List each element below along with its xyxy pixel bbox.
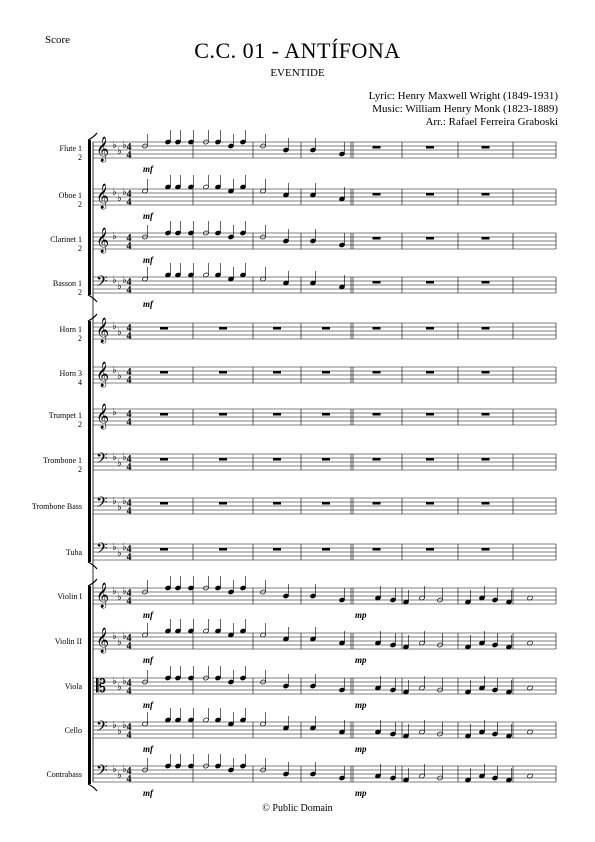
flat-icon: ♭ xyxy=(112,365,117,376)
flat-icon: ♭ xyxy=(117,637,122,648)
time-signature-numerator: 4 xyxy=(126,633,132,644)
staff-basson-1 xyxy=(93,263,556,309)
whole-rest-icon xyxy=(426,548,434,551)
flat-icon: ♭ xyxy=(117,371,122,382)
whole-rest-icon xyxy=(426,237,434,240)
whole-rest-icon xyxy=(482,548,490,551)
time-signature-numerator: 4 xyxy=(126,277,132,288)
dynamic-mf: mf xyxy=(143,788,153,798)
dynamic-mf: mf xyxy=(143,211,153,221)
whole-rest-icon xyxy=(482,281,490,284)
strings-bracket xyxy=(88,586,91,784)
treble-clef-icon: 𝄞 xyxy=(96,582,110,607)
whole-rest-icon xyxy=(482,413,490,416)
lyricist-credit: Lyric: Henry Maxwell Wright (1849-1931) xyxy=(368,90,558,102)
flat-icon: ♭ xyxy=(112,187,117,198)
whole-rest-icon xyxy=(373,193,381,196)
dynamic-mf: mf xyxy=(143,700,153,710)
staff-oboe-1 xyxy=(93,175,556,221)
time-signature-denominator: 4 xyxy=(126,506,132,517)
staff-trombone-1 xyxy=(93,450,556,473)
flat-icon: ♭ xyxy=(122,140,127,151)
whole-rest-icon xyxy=(482,371,490,374)
time-signature-denominator: 4 xyxy=(126,417,132,428)
time-signature-numerator: 4 xyxy=(126,367,132,378)
score-label: Score xyxy=(45,34,71,46)
flat-icon: ♭ xyxy=(117,682,122,693)
whole-rest-icon xyxy=(482,237,490,240)
flat-icon: ♭ xyxy=(117,502,122,513)
flat-icon: ♭ xyxy=(112,231,117,242)
instrument-name: Oboe 1 xyxy=(58,191,82,200)
staff-contrabass xyxy=(93,754,556,798)
time-signature-numerator: 4 xyxy=(126,544,132,555)
whole-rest-icon xyxy=(160,413,168,416)
bass-clef-icon: 𝄢 xyxy=(96,540,108,560)
flat-icon: ♭ xyxy=(117,281,122,292)
whole-rest-icon xyxy=(426,327,434,330)
flat-icon: ♭ xyxy=(122,720,127,731)
flat-icon: ♭ xyxy=(122,542,127,553)
instrument-name: Cello xyxy=(64,726,82,735)
whole-rest-icon xyxy=(160,327,168,330)
dynamic-mp: mp xyxy=(355,700,367,710)
whole-rest-icon xyxy=(273,458,281,461)
flat-icon: ♭ xyxy=(112,542,117,553)
brass-bracket xyxy=(88,321,91,562)
whole-rest-icon xyxy=(322,548,330,551)
instrument-name: Trombone Bass xyxy=(31,502,82,511)
instrument-name: Contrabass xyxy=(46,770,82,779)
flat-icon: ♭ xyxy=(117,548,122,559)
flat-icon: ♭ xyxy=(122,496,127,507)
staff-trumpet-1 xyxy=(93,403,556,429)
dynamic-mp: mp xyxy=(355,610,367,620)
instrument-name: Tuba xyxy=(65,548,82,557)
whole-rest-icon xyxy=(219,548,227,551)
dynamic-mp: mp xyxy=(355,788,367,798)
flat-icon: ♭ xyxy=(122,452,127,463)
time-signature-numerator: 4 xyxy=(126,588,132,599)
whole-rest-icon xyxy=(426,413,434,416)
time-signature-denominator: 4 xyxy=(126,285,132,296)
time-signature-denominator: 4 xyxy=(126,552,132,563)
whole-rest-icon xyxy=(160,458,168,461)
bass-clef-icon: 𝄢 xyxy=(96,450,108,470)
staff-clarinet-1 xyxy=(93,221,556,265)
flat-icon: ♭ xyxy=(122,275,127,286)
time-signature-numerator: 4 xyxy=(126,678,132,689)
instrument-name: Viola xyxy=(64,682,82,691)
time-signature-denominator: 4 xyxy=(126,686,132,697)
whole-rest-icon xyxy=(373,281,381,284)
instrument-part-number: 2 xyxy=(78,334,82,343)
whole-rest-icon xyxy=(482,458,490,461)
instrument-part-number: 2 xyxy=(78,153,82,162)
treble-clef-icon: 𝄞 xyxy=(96,627,110,652)
staff-tuba xyxy=(93,540,556,563)
whole-rest-icon xyxy=(426,193,434,196)
dynamic-mf: mf xyxy=(143,655,153,665)
whole-rest-icon xyxy=(426,502,434,505)
whole-rest-icon xyxy=(482,146,490,149)
copyright-footer: © Public Domain xyxy=(262,803,333,814)
dynamic-mf: mf xyxy=(143,255,153,265)
whole-rest-icon xyxy=(219,371,227,374)
instrument-part-number: 2 xyxy=(78,288,82,297)
whole-rest-icon xyxy=(482,193,490,196)
bass-clef-icon: 𝄢 xyxy=(96,762,108,782)
time-signature-denominator: 4 xyxy=(126,641,132,652)
instrument-part-number: 2 xyxy=(78,465,82,474)
whole-rest-icon xyxy=(322,502,330,505)
flat-icon: ♭ xyxy=(112,496,117,507)
time-signature-numerator: 4 xyxy=(126,142,132,153)
staff-flute-1 xyxy=(93,130,556,174)
treble-clef-icon: 𝄞 xyxy=(96,361,110,386)
whole-rest-icon xyxy=(322,327,330,330)
time-signature-numerator: 4 xyxy=(126,766,132,777)
time-signature-numerator: 4 xyxy=(126,409,132,420)
arranger-credit: Arr.: Rafael Ferreira Graboski xyxy=(425,116,558,128)
whole-rest-icon xyxy=(426,281,434,284)
instrument-name: Violin II xyxy=(54,637,82,646)
instrument-part-number: 2 xyxy=(78,200,82,209)
score-subtitle: EVENTIDE xyxy=(270,67,325,79)
time-signature-denominator: 4 xyxy=(126,331,132,342)
dynamic-mp: mp xyxy=(355,744,367,754)
instrument-part-number: 2 xyxy=(78,420,82,429)
staff-cello xyxy=(93,708,556,754)
whole-rest-icon xyxy=(373,146,381,149)
time-signature-denominator: 4 xyxy=(126,241,132,252)
whole-rest-icon xyxy=(373,458,381,461)
instrument-name: Horn 3 xyxy=(59,369,82,378)
treble-clef-icon: 𝄞 xyxy=(96,227,110,252)
whole-rest-icon xyxy=(426,371,434,374)
time-signature-denominator: 4 xyxy=(126,596,132,607)
whole-rest-icon xyxy=(160,502,168,505)
flat-icon: ♭ xyxy=(117,458,122,469)
flat-icon: ♭ xyxy=(112,321,117,332)
flat-icon: ♭ xyxy=(122,187,127,198)
bass-clef-icon: 𝄢 xyxy=(96,273,108,293)
flat-icon: ♭ xyxy=(122,631,127,642)
whole-rest-icon xyxy=(219,413,227,416)
composer-credit: Music: William Henry Monk (1823-1889) xyxy=(372,103,558,115)
flat-icon: ♭ xyxy=(112,631,117,642)
whole-rest-icon xyxy=(373,502,381,505)
flat-icon: ♭ xyxy=(112,676,117,687)
time-signature-denominator: 4 xyxy=(126,730,132,741)
flat-icon: ♭ xyxy=(112,275,117,286)
staff-horn-3 xyxy=(93,361,556,387)
treble-clef-icon: 𝄞 xyxy=(96,136,110,161)
staff-violin-i xyxy=(93,576,556,620)
flat-icon: ♭ xyxy=(117,146,122,157)
instrument-name: Clarinet 1 xyxy=(50,235,82,244)
whole-rest-icon xyxy=(373,237,381,240)
flat-icon: ♭ xyxy=(122,586,127,597)
flat-icon: ♭ xyxy=(117,592,122,603)
dynamic-mf: mf xyxy=(143,744,153,754)
flat-icon: ♭ xyxy=(117,193,122,204)
flat-icon: ♭ xyxy=(122,764,127,775)
whole-rest-icon xyxy=(219,458,227,461)
treble-clef-icon: 𝄞 xyxy=(96,183,110,208)
whole-rest-icon xyxy=(273,502,281,505)
whole-rest-icon xyxy=(373,371,381,374)
dynamic-mp: mp xyxy=(355,655,367,665)
instrument-name: Basson 1 xyxy=(52,279,82,288)
bracket-hook xyxy=(88,562,97,569)
flat-icon: ♭ xyxy=(112,720,117,731)
whole-rest-icon xyxy=(322,371,330,374)
treble-clef-icon: 𝄞 xyxy=(96,317,110,342)
dynamic-mf: mf xyxy=(143,299,153,309)
whole-rest-icon xyxy=(373,548,381,551)
bracket-hook xyxy=(88,295,97,302)
instrument-name: Trumpet 1 xyxy=(48,411,82,420)
whole-rest-icon xyxy=(219,502,227,505)
whole-rest-icon xyxy=(322,458,330,461)
whole-rest-icon xyxy=(426,458,434,461)
whole-rest-icon xyxy=(426,146,434,149)
flat-icon: ♭ xyxy=(112,452,117,463)
flat-icon: ♭ xyxy=(122,676,127,687)
whole-rest-icon xyxy=(482,327,490,330)
instrument-part-number: 2 xyxy=(78,244,82,253)
flat-icon: ♭ xyxy=(117,327,122,338)
woodwinds-bracket xyxy=(88,140,91,295)
score-title: C.C. 01 - ANTÍFONA xyxy=(194,38,401,63)
time-signature-denominator: 4 xyxy=(126,462,132,473)
bass-clef-icon: 𝄢 xyxy=(96,494,108,514)
time-signature-numerator: 4 xyxy=(126,189,132,200)
whole-rest-icon xyxy=(219,327,227,330)
whole-rest-icon xyxy=(373,327,381,330)
dynamic-mf: mf xyxy=(143,610,153,620)
whole-rest-icon xyxy=(322,413,330,416)
time-signature-denominator: 4 xyxy=(126,197,132,208)
flat-icon: ♭ xyxy=(112,140,117,151)
flat-icon: ♭ xyxy=(112,586,117,597)
whole-rest-icon xyxy=(273,371,281,374)
flat-icon: ♭ xyxy=(112,764,117,775)
whole-rest-icon xyxy=(373,413,381,416)
time-signature-denominator: 4 xyxy=(126,150,132,161)
instrument-name: Horn 1 xyxy=(59,325,82,334)
instrument-name: Trombone 1 xyxy=(42,456,82,465)
whole-rest-icon xyxy=(273,327,281,330)
time-signature-numerator: 4 xyxy=(126,722,132,733)
whole-rest-icon xyxy=(482,502,490,505)
staff-horn-1 xyxy=(93,317,556,343)
dynamic-mf: mf xyxy=(143,164,153,174)
flat-icon: ♭ xyxy=(117,770,122,781)
staff-trombone-bass xyxy=(93,494,556,517)
time-signature-numerator: 4 xyxy=(126,454,132,465)
bass-clef-icon: 𝄢 xyxy=(96,718,108,738)
flat-icon: ♭ xyxy=(117,726,122,737)
whole-rest-icon xyxy=(160,371,168,374)
flat-icon: ♭ xyxy=(112,407,117,418)
bracket-hook xyxy=(88,784,97,791)
whole-rest-icon xyxy=(273,548,281,551)
whole-rest-icon xyxy=(273,413,281,416)
treble-clef-icon: 𝄞 xyxy=(96,403,110,428)
whole-rest-icon xyxy=(160,548,168,551)
instrument-part-number: 4 xyxy=(78,378,82,387)
time-signature-denominator: 4 xyxy=(126,375,132,386)
alto-clef-icon: 𝄡 xyxy=(96,676,107,696)
instrument-name: Violin I xyxy=(57,592,82,601)
time-signature-numerator: 4 xyxy=(126,323,132,334)
time-signature-numerator: 4 xyxy=(126,233,132,244)
staff-violin-ii xyxy=(93,619,556,665)
time-signature-denominator: 4 xyxy=(126,774,132,785)
staff-viola xyxy=(93,666,556,710)
instrument-name: Flute 1 xyxy=(59,144,82,153)
time-signature-numerator: 4 xyxy=(126,498,132,509)
